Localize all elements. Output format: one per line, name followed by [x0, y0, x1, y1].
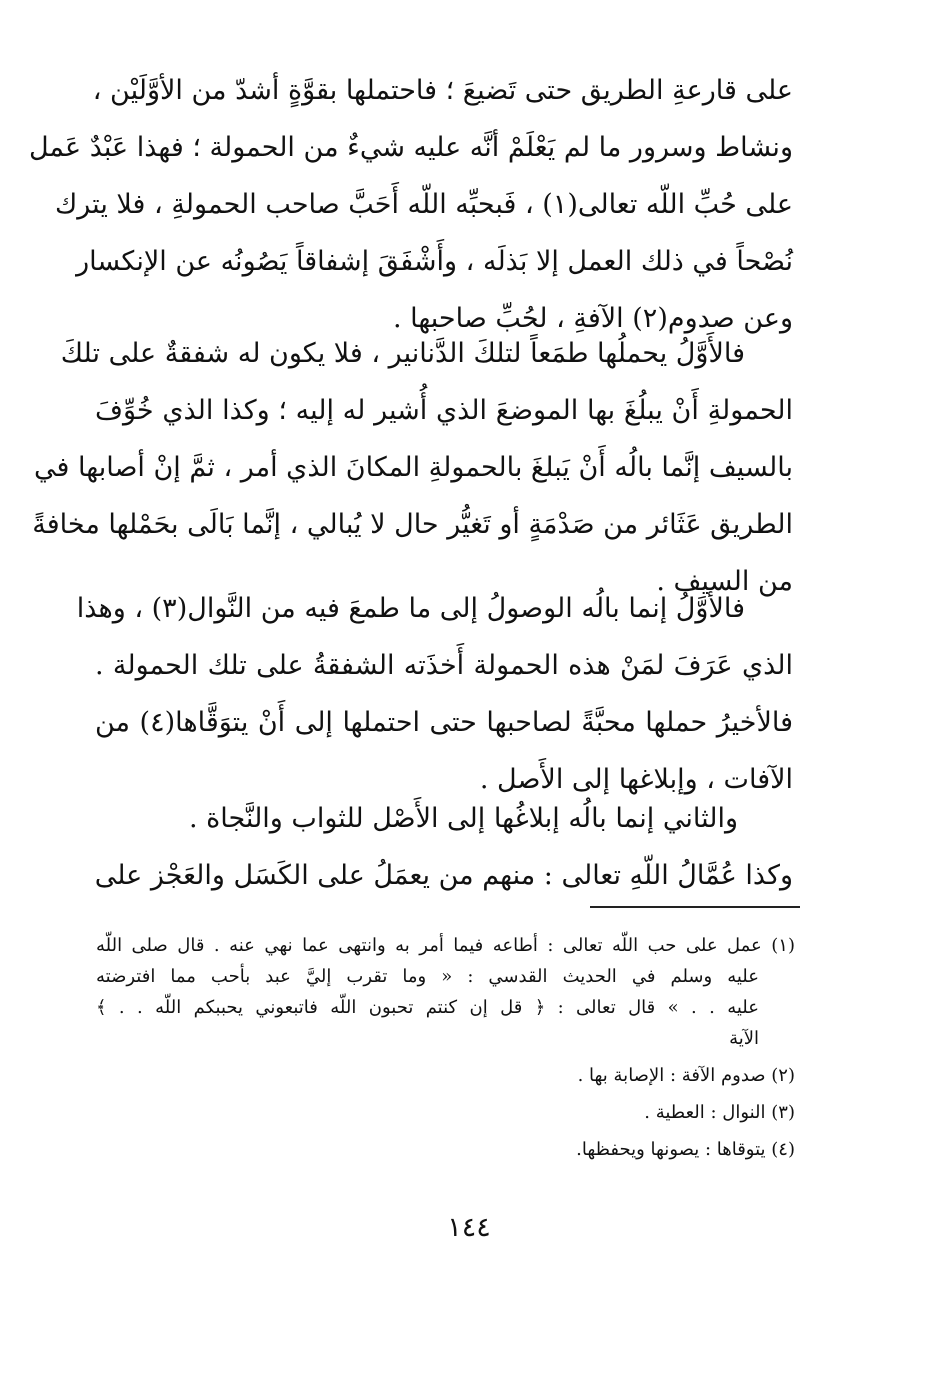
text-line: فالأَوَّلُ يحملُها طمَعاً لتلكَ الدَّنانير ، فلا يكون له شفقةٌ على تلكَ	[60, 338, 745, 369]
text-line: نُصْحاً في ذلك العمل إلا بَذلَه ، وأَشْفَقَ إشفاقاً يَصُونُه عن الإنكسار	[76, 246, 793, 277]
paragraph-3	[76, 580, 793, 808]
footnote-1	[96, 930, 795, 1054]
text-line: ونشاط وسرور ما لم يَعْلَمْ أنَّه عليه شيءٌ من الحمولة ؛ فهذا عَبْدٌ عَمل	[28, 132, 793, 163]
text-line: من السيف .	[656, 566, 793, 597]
footnotes	[96, 930, 795, 1171]
footnote-line: (٤) يتوقاها : يصونها ويحفظها.	[576, 1139, 795, 1160]
text-line: فالأَوَّلُ إنما بالُه الوصولُ إلى ما طمعَ فيه من النَّوال(٣) ، وهذا	[76, 593, 745, 624]
text-line: على قارعةِ الطريق حتى تَضيعَ ؛ فاحتملها بقوَّةٍ أشدّ من الأوَّلَيْن ،	[92, 75, 793, 106]
text-line: فالأخيرُ حملها محبَّةً لصاحبها حتى احتملها إلى أَنْ يتوَقَّاها(٤) من	[95, 707, 793, 738]
text-line: الآفات ، وإبلاغها إلى الأَصل .	[479, 764, 793, 795]
page-number: ١٤٤	[447, 1212, 491, 1243]
text-line: وعن صدوم(٢) الآفةِ ، لحُبِّ صاحبها .	[392, 303, 793, 334]
paragraph-2	[32, 325, 793, 610]
footnote-4	[96, 1134, 795, 1165]
paragraph-4	[94, 790, 793, 904]
text-line: على حُبِّ اللّه تعالى(١) ، فَبحبِّه اللّه أَحَبَّ صاحب الحمولةِ ، فلا يترك	[55, 189, 793, 220]
footnote-line: عليه وسلم في الحديث القدسي : « وما تقرب إليَّ عبد بأحب مما افترضته	[96, 966, 759, 987]
text-line: الطريق عَثَائر من صَدْمَةٍ أو تَغيُّر حال لا يُبالي ، إنَّما بَالَى بحَمْلها مخافةً	[32, 509, 793, 540]
footnote-line: (٣) النوال : العطية .	[644, 1102, 795, 1123]
footnote-2	[96, 1060, 795, 1091]
text-line: والثاني إنما بالُه إبلاغُها إلى الأَصْل للثواب والنَّجاة .	[188, 803, 738, 834]
text-line: الذي عَرَفَ لمَنْ هذه الحمولة أَخذَته الشفقةُ على تلك الحمولة .	[95, 650, 793, 681]
footnote-line: (١) عمل على حب اللّه تعالى : أطاعه فيما أمر به وانتهى عما نهي عنه . قال صلى اللّه	[96, 935, 795, 956]
paragraph-1	[28, 62, 793, 347]
footnote-line: (٢) صدوم الآفة : الإصابة بها .	[577, 1065, 795, 1086]
footnote-separator	[590, 906, 800, 908]
text-line: وكذا عُمَّالُ اللّهِ تعالى : منهم من يعمَلُ على الكَسَل والعَجْز على	[94, 860, 793, 891]
footnote-line: الآية	[729, 1028, 759, 1049]
footnote-3	[96, 1097, 795, 1128]
footnote-line: عليه . . » قال تعالى : ﴿ قل إن كنتم تحبون اللّه فاتبعوني يحببكم اللّه . . ﴾	[96, 997, 759, 1018]
text-line: الحمولةِ أَنْ يبلُغَ بها الموضعَ الذي أُشير له إليه ؛ وكذا الذي خُوِّفَ	[95, 395, 793, 426]
text-line: بالسيف إنَّما بالُه أَنْ يَبلغَ بالحمولةِ المكانَ الذي أمر ، ثمَّ إنْ أصابها في	[34, 452, 793, 483]
